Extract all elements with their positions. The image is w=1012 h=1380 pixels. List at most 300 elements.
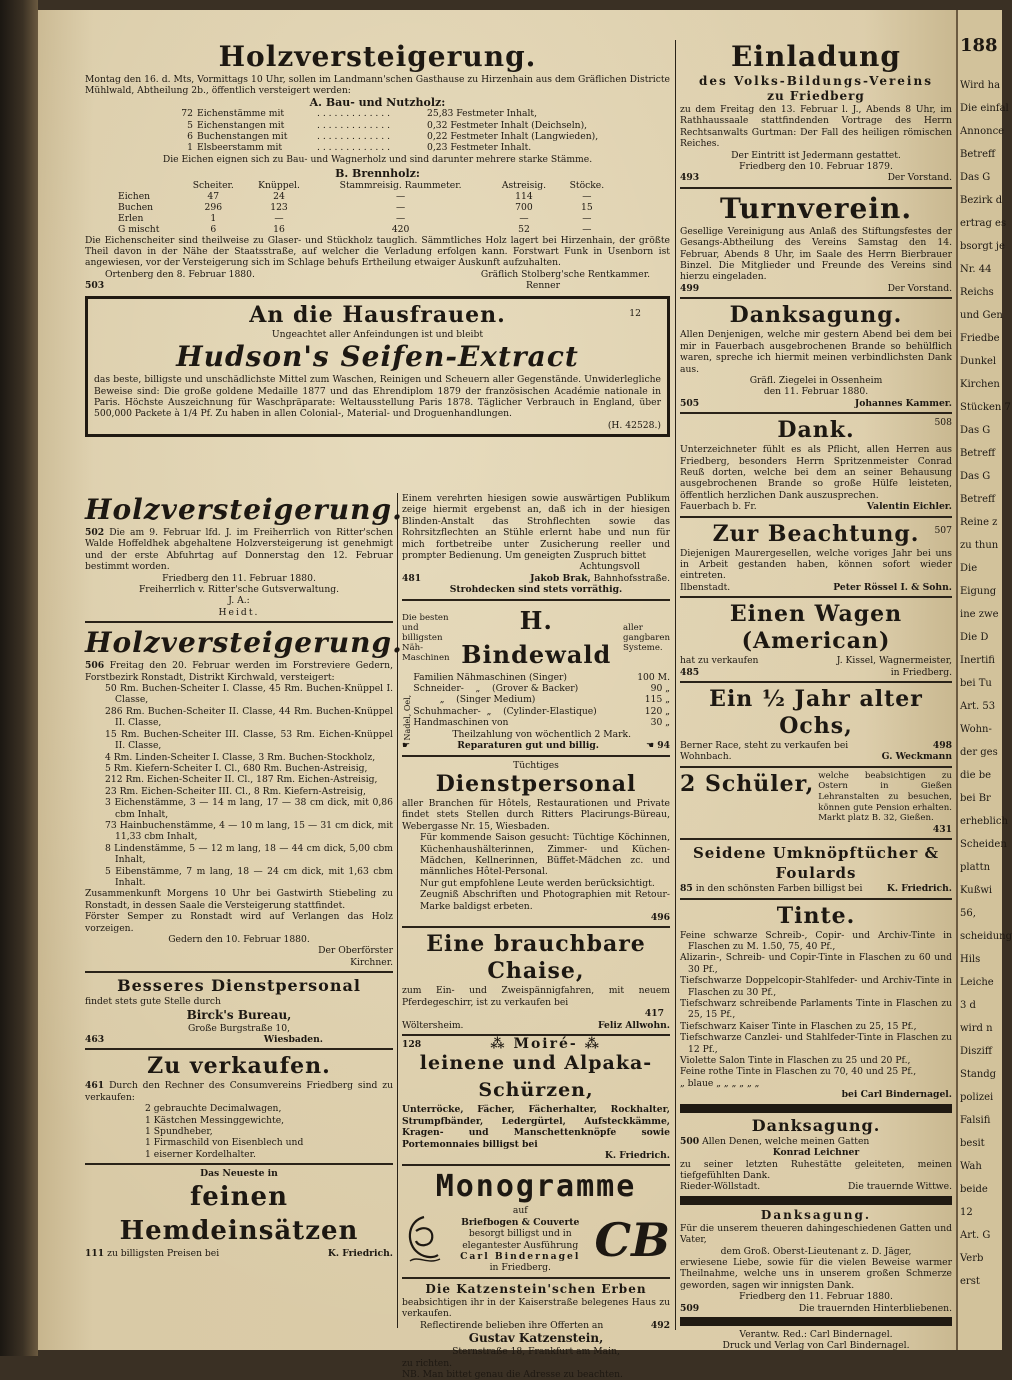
ad-text: hat zu verkaufen	[680, 655, 759, 667]
item-label: Eichenstämme mit	[197, 108, 285, 120]
ad-holzversteigerung-3	[85, 626, 403, 968]
ad-footer: Reparaturen gut und billig.	[457, 740, 599, 752]
next-page-fragment: und Gen	[960, 310, 1003, 321]
ad-number: 463	[85, 1034, 105, 1046]
ad-number: 85	[680, 883, 693, 895]
next-page-edge	[956, 10, 1012, 1350]
list-item: Feine rothe Tinte in Flaschen zu 70, 40 und 25 Pf.,	[680, 1066, 917, 1078]
price-value: 90 „	[650, 683, 670, 695]
item-qty: 1	[187, 142, 193, 154]
ad-place: Rieder-Wöllstadt.	[680, 1181, 761, 1193]
next-page-fragment: Das G	[960, 425, 991, 436]
ad-number: 492	[650, 1319, 670, 1331]
ad-besseres-dienstpersonal	[85, 976, 393, 1045]
price-row	[413, 683, 670, 694]
next-page-fragment: ine zwe	[960, 609, 999, 620]
table-cell: Eichen	[118, 190, 151, 202]
ad-signer: J. A.:	[228, 595, 250, 607]
next-page-fragment: besit	[960, 1138, 985, 1149]
list-item: Tiefschwarze Doppelcopir-Stahlfeder- und Archiv-Tinte in Flaschen zu 30 Pf.,	[680, 975, 952, 998]
ad-schueler	[680, 771, 952, 824]
ad-text: zu seiner letzten Ruhestätte geleiteten, meinen tiefgefühlten Dank.	[680, 1158, 952, 1181]
next-page-fragment: Bezirk d	[960, 195, 1003, 206]
ad-text: welche beabsichtigen zu Ostern in Gießen Lehranstalten zu besuchen, können gute Pension erhalten. Markt platz B. 32, Gießen.	[818, 770, 952, 824]
ad-dank-2	[680, 417, 952, 512]
next-page-fragment: 56,	[960, 908, 976, 919]
next-page-fragment: Betreff	[960, 494, 996, 505]
ad-number: 505	[680, 397, 700, 409]
table-cell: Buchen	[118, 201, 154, 213]
item-qty: 5	[187, 119, 193, 131]
list-item: 50 Rm. Buchen-Scheiter I. Classe, 45 Rm. Buchen-Knüppel I. Classe,	[105, 683, 393, 706]
list-item: 5 Eibenstämme, 7 m lang, 18 — 24 cm dick, mit 1,63 cbm Inhalt.	[105, 865, 393, 888]
list-item: Feine schwarze Schreib-, Copir- und Archiv-Tinte in Flaschen zu M. 1.50, 75, 40 Pf.,	[680, 929, 952, 952]
ad-place: in Friedberg.	[489, 1262, 551, 1274]
ad-number: 417	[644, 1008, 664, 1020]
page-number-fragment: 188	[960, 35, 998, 56]
ad-number: 94	[657, 740, 670, 752]
timber-list	[85, 108, 670, 154]
ad-signer: Peter Rössel I. & Sohn.	[833, 581, 952, 593]
ad-signer: Birck's Bureau,	[186, 1007, 292, 1022]
next-page-fragment: Leiche	[960, 977, 994, 988]
next-page-fragment: Annonce	[960, 126, 1005, 137]
list-item: 3 Eichenstämme, 3 — 14 m lang, 17 — 38 cm dick, mit 0,86 cbm Inhalt,	[105, 797, 393, 820]
ad-wagen	[680, 601, 952, 678]
ad-title: H. Bindewald	[461, 605, 612, 669]
ad-number: 499	[680, 282, 700, 294]
list-item: 2 gebrauchte Decimalwagen,	[145, 1103, 282, 1115]
next-page-fragment: Eigung	[960, 586, 997, 597]
ad-text: aller gangbaren Systeme.	[622, 622, 670, 653]
ad-date: Gedern den 10. Februar 1880.	[168, 934, 310, 945]
ad-number: 12	[629, 307, 641, 319]
next-page-fragment: ertrag es	[960, 218, 1007, 229]
column-header: Knüppel.	[258, 179, 300, 191]
ad-holzversteigerung-2	[85, 493, 403, 618]
ad-signer: Der Oberförster	[318, 945, 393, 957]
price-label: Schneider- „ (Grover & Backer)	[413, 683, 579, 695]
ad-side-text: Nadel, Oel,	[403, 694, 412, 741]
ad-text: erwiesene Liebe, sowie für die vielen Beweise warmer Theilnahme, welche uns in unserem großen Schmerze geworden, sagen wir innigsten Dank.	[680, 1256, 952, 1291]
next-page-fragment: Betreff	[960, 149, 996, 160]
next-page-fragment: erst	[960, 1276, 980, 1287]
ad-signer: J. Kissel, Wagnermeister,	[836, 655, 952, 667]
next-page-fragment: Hils	[960, 954, 981, 965]
ad-signer: Der Vorstand.	[887, 282, 952, 294]
next-page-fragment: Verb	[960, 1253, 984, 1264]
ad-text: Unterzeichneter fühlt es als Pflicht, allen Herren aus Friedberg, besonders Herrn Spritzenmeister Conrad Reuß dorten, welche bei dem an seiner Behausung ausgebrochenen Brande so große Hülfe leisteten, öffentlich herzlichen Dank auszusprechen.	[680, 444, 952, 501]
ad-text: Allen Denjenigen, welche mir gestern Abend bei dem bei mir in Fauerbach ausgebrochenen Brande so behülflich waren, spreche ich hiermit meinen verbindlichsten Dank aus.	[680, 329, 952, 375]
list-item: Tiefschwarze Canzlei- und Stahlfeder-Tinte in Flaschen zu 12 Pf.,	[680, 1032, 952, 1055]
ad-closing: Achtungsvoll	[579, 561, 640, 573]
ad-tuechtiges-dienstpersonal	[402, 760, 670, 924]
table-cell: 47	[207, 190, 220, 202]
imprint-publisher: Druck und Verlag von Carl Bindernagel.	[722, 1340, 910, 1352]
ad-subtitle: zu Friedberg	[767, 89, 865, 103]
table-row	[115, 224, 615, 235]
next-page-fragment: Scheiden	[960, 839, 1007, 850]
ad-chaise	[402, 931, 670, 1031]
ad-holzversteigerung-1	[85, 40, 670, 441]
item-qty: 6	[187, 131, 193, 143]
ad-number: 502	[85, 527, 105, 538]
column-header	[115, 180, 181, 191]
ad-date: Ortenberg den 8. Februar 1880.	[105, 268, 255, 280]
next-page-fragment: der ges	[960, 747, 998, 758]
ad-title: Einen Wagen (American)	[729, 601, 903, 655]
ad-hudson	[85, 296, 670, 437]
next-page-fragment: Das G	[960, 471, 991, 482]
ad-moire-schuerzen	[402, 1036, 670, 1162]
ad-signer: Gräflich Stolberg'sche Rentkammer.	[480, 268, 650, 280]
imprint	[680, 1329, 952, 1352]
middle-column	[402, 493, 670, 1380]
ad-number: 111	[85, 1247, 105, 1259]
table-cell: —	[396, 190, 406, 202]
ad-text: Allen Denen, welche meinen Gatten	[702, 1135, 870, 1147]
ad-title: feinen Hemdeinsätzen	[119, 1181, 359, 1246]
ad-title: Seidene Umknöpftücher & Foulards	[692, 844, 940, 883]
ad-title: Die Katzenstein'schen Erben	[425, 1281, 647, 1296]
price-label: Familien Nähmaschinen (Singer)	[413, 671, 567, 683]
ad-text: Ungeachtet aller Anfeindungen ist und bleibt	[271, 328, 484, 340]
next-page-fragment: Kirchen	[960, 379, 1000, 390]
next-page-fragment: Kußwi	[960, 885, 993, 896]
ad-text: beabsichtigen ihr in der Kaiserstraße belegenes Haus zu verkaufen.	[402, 1296, 670, 1320]
table-cell: 52	[518, 223, 530, 235]
table-cell: 420	[391, 223, 410, 235]
price-value: 115 „	[644, 694, 670, 706]
table-header-row	[115, 180, 615, 191]
ad-code: (H. 42528.)	[607, 419, 661, 431]
table-cell: —	[274, 212, 284, 224]
price-label: „ (Singer Medium)	[413, 694, 536, 706]
hand-pointer-icon: ☛	[402, 740, 411, 752]
ad-signer: Die trauernden Hinterbliebenen.	[798, 1302, 952, 1314]
ad-seide	[680, 843, 952, 894]
ad-pretitle: Moiré-	[513, 1036, 578, 1052]
list-item: 286 Rm. Buchen-Scheiter II. Classe, 44 Rm. Buchen-Knüppel II. Classe,	[105, 705, 393, 729]
ad-signer: G. Weckmann	[881, 751, 952, 763]
next-page-fragment: Inertifi	[960, 655, 995, 666]
section-heading: B. Brennholz:	[335, 167, 420, 181]
ad-signer: Valentin Eichler.	[866, 501, 952, 513]
next-page-fragment: Wah	[960, 1161, 982, 1172]
next-page-fragment: Stücken 7	[960, 402, 1011, 413]
ad-tinte	[680, 903, 952, 1101]
ad-number: 500	[680, 1135, 700, 1147]
ad-text: Die Eichenscheiter sind theilweise zu Glaser- und Stückholz tauglich. Sämmtliches Holz lagert bei Hirzenhain, der größte Theil davon in der Nähe der Staatsstraße, auf welcher die Verladung erfolgen kann. Forstwart Funk in Usenborn ist angewiesen, vor der Versteigerung sich im Schlage behufs Ertheilung etwaiger Auskunft aufzuhalten.	[85, 234, 670, 269]
list-item: 8 Lindenstämme, 5 — 12 m lang, 18 — 44 cm dick, 5,00 cbm Inhalt,	[105, 842, 393, 866]
ad-number: 493	[680, 172, 700, 184]
ad-place: Ilbenstadt.	[680, 581, 731, 593]
next-page-fragment: Reine z	[960, 517, 998, 528]
ad-place: in Friedberg.	[890, 666, 952, 678]
firewood-table	[115, 180, 615, 235]
table-cell: 123	[270, 201, 288, 213]
price-row	[413, 717, 670, 728]
list-item: Tiefschwarz Kaiser Tinte in Flaschen zu 25, 15 Pf.,	[680, 1020, 917, 1032]
next-page-fragment: Nr. 44	[960, 264, 992, 275]
table-cell: —	[396, 201, 406, 213]
ad-text: Freitag den 20. Februar werden im Forstreviere Gedern, Forstbezirk Ronstadt, Distrikt Kirchwald, versteigert:	[85, 660, 393, 683]
ad-text: das beste, billigste und unschädlichste Mittel zum Waschen, Reinigen und Scheuern aller Gegenstände. Unwiderlegliche Beweise sind: Die große goldene Medaille 1877 und das Ehrendiplom 1879 der französischen Académie nationale in Paris. Höchste Auszeichnung für Waschpräparate: Weltausstellung Paris 1878. Täglicher Verbrauch in England, über 500,000 Packete à 1/4 Pf. Zu haben in allen Colonial-, Material- und Droguenhandlungen.	[94, 374, 661, 420]
leader-dots: . . . . . . . . . . . . .	[317, 119, 391, 131]
ad-place: Wohnbach.	[680, 751, 732, 763]
ad-text: Die Eichen eignen sich zu Bau- und Wagnerholz und sind darunter mehrere starke Stämme.	[162, 153, 593, 165]
ad-signer: Carl Bindernagel	[460, 1251, 581, 1263]
ad-number: 507	[934, 524, 952, 536]
table-cell: 16	[273, 223, 285, 235]
table-cell: 296	[204, 201, 223, 213]
ad-title: Monogramme	[435, 1169, 637, 1205]
ad-zu-verkaufen	[85, 1053, 393, 1160]
ad-subtitle: des Volks-Bildungs-Vereins	[699, 74, 933, 88]
ad-text: Unterröcke, Fächer, Fächerhalter, Rockhalter, Strumpfbänder, Ledergürtel, Aufsteckkämme, Kragen- und Manschettenknöpfe sowie Portemonnaies billigst bei	[402, 1104, 670, 1150]
next-page-fragment: zu thun	[960, 540, 999, 551]
monogram-logo: CB	[594, 1212, 670, 1267]
list-item: 1 Kästchen Messinggewichte,	[145, 1114, 285, 1126]
list-item: „ blaue „ „ „ „ „ „	[680, 1077, 760, 1089]
column-header: Stöcke.	[569, 179, 605, 191]
ad-title: Zur Beachtung.	[712, 520, 920, 547]
ad-danksagung-1	[680, 302, 952, 409]
next-page-fragment: Betreff	[960, 448, 996, 459]
leader-dots: . . . . . . . . . . . . .	[317, 108, 391, 120]
item-value: 25,83 Festmeter Inhalt,	[427, 108, 538, 120]
ad-signer: bei Carl Bindernagel.	[841, 1089, 952, 1101]
ad-number: 506	[85, 660, 105, 672]
next-page-fragment: Wohn-	[960, 724, 992, 735]
ad-signer: Der Vorstand.	[887, 172, 952, 184]
book-binding	[0, 0, 38, 1356]
next-page-fragment: wird n	[960, 1023, 993, 1034]
ad-text: findet stets gute Stelle durch	[85, 996, 221, 1008]
ad-bindewald	[402, 604, 670, 752]
ad-address: Sternstraße 18, Frankfurt am Main,	[452, 1346, 620, 1358]
column-header: Stammreisig. Raummeter.	[339, 179, 462, 191]
list-item: 23 Rm. Eichen-Scheiter III. Cl., 8 Rm. Kiefern-Astreisig,	[105, 785, 366, 797]
ad-number: 509	[680, 1302, 700, 1314]
table-cell: 114	[515, 190, 533, 202]
ad-number: 128	[402, 1039, 422, 1050]
timber-item	[175, 131, 670, 142]
next-page-fragment: Die einfal	[960, 103, 1009, 114]
leader-dots: . . . . . . . . . . . . .	[317, 131, 391, 143]
ad-title: Einladung	[731, 40, 901, 73]
ad-number: 485	[680, 666, 700, 678]
ad-signer: Johannes Kammer.	[854, 397, 952, 409]
table-row	[115, 202, 615, 213]
ad-hemdeinsaetze	[85, 1168, 393, 1259]
ad-text: zu dem Freitag den 13. Februar l. J., Abends 8 Uhr, im Rathhaussaale stattfindenden Vortrage des Herrn Rechtsanwalts Gurtman: Der Fall des heiligen römischen Reiches.	[680, 104, 952, 150]
section-heading: A. Bau- und Nutzholz:	[309, 95, 446, 109]
price-label: Schuhmacher- „ (Cylinder-Elastique)	[413, 705, 597, 717]
left-column	[85, 493, 403, 1259]
list-item: 73 Hainbuchenstämme, 4 — 10 m lang, 15 — 31 cm dick, mit 11,33 cbm Inhalt,	[105, 819, 393, 843]
next-page-fragment: bei Br	[960, 793, 991, 804]
next-page-fragment: beide	[960, 1184, 988, 1195]
ad-number: 498	[932, 740, 952, 751]
ad-signer: Renner	[525, 280, 560, 292]
next-page-fragment: Disziff	[960, 1046, 992, 1057]
table-cell: 15	[581, 201, 593, 213]
ad-text: Einem verehrten hiesigen sowie auswärtigen Publikum zeige hiermit ergebenst an, daß ich in der hiesigen Blinden-Anstalt das Strohflechten sowie das Rohrsitzflechten an Stühle erlernt habe und nun für mich fortbetreibe unter Zusicherung reeller und prompter Bedienung. Um geneigten Zuspruch bittet	[402, 493, 670, 562]
ad-text: Nur gut empfohlene Leute werden berücksichtigt.	[420, 877, 655, 889]
table-cell: 24	[273, 190, 285, 202]
ad-place: Gräfl. Ziegelei in Ossenheim	[749, 374, 883, 386]
ad-footer: Strohdecken sind stets vorräthig.	[449, 584, 623, 596]
column-header: Scheiter.	[192, 179, 234, 191]
ad-date: Friedberg den 11. Februar 1880.	[162, 572, 316, 584]
ad-katzenstein	[402, 1282, 670, 1380]
ad-pretitle: Tüchtiges	[513, 759, 559, 771]
ad-text: Reflectirende belieben ihre Offerten an	[420, 1319, 604, 1331]
ad-signer: Freiherrlich v. Ritter'sche Gutsverwaltung.	[138, 584, 340, 596]
ad-text: Zusammenkunft Morgens 10 Uhr bei Gastwirth Stiebeling zu Ronstadt, in dessen Saale die Versteigerung stattfindet.	[85, 888, 393, 911]
ad-number: 508	[934, 417, 952, 429]
list-item: 212 Rm. Eichen-Scheiter II. Cl., 187 Rm. Eichen-Astreisig,	[105, 774, 378, 786]
ad-danksagung-4	[680, 1208, 952, 1314]
ad-text: Diejenigen Maurergesellen, welche voriges Jahr bei uns in Arbeit gestanden haben, können sofort wieder eintreten.	[680, 547, 952, 582]
table-cell: —	[519, 212, 529, 224]
ad-text: Zeugniß Abschriften und Photographien mit Retour-Marke baldigst erbeten.	[420, 889, 670, 912]
table-row	[115, 213, 615, 224]
ad-text: auf	[512, 1205, 528, 1217]
timber-item	[175, 120, 670, 131]
ad-turnverein	[680, 192, 952, 294]
ad-number: 461	[85, 1080, 105, 1092]
table-cell: 6	[210, 223, 217, 235]
ad-number: 496	[650, 911, 670, 923]
next-page-fragment: Dunkel	[960, 356, 997, 367]
ad-title: Holzversteigerung.	[218, 40, 537, 73]
ad-text: Die besten und billigsten Näh-Maschinen	[402, 612, 450, 663]
ad-title: Danksagung.	[760, 1207, 872, 1222]
ad-signer: Feliz Allwohn.	[598, 1019, 670, 1031]
ad-text: in den schönsten Farben billigst bei	[695, 883, 863, 895]
price-value: 100 M.	[637, 671, 670, 683]
ad-text: aller Branchen für Hôtels, Restaurationen und Private findet stets Stellen durch Ritters Placirungs-Büreau, Webergasse Nr. 15, Wiesbaden.	[402, 797, 670, 832]
ad-text: Für kommende Saison gesucht: Tüchtige Köchinnen, Küchenhaushälterinnen, Zimmer- und Küchen-Mädchen, Kellnerinnen, Büffet-Mädchen zc. und männliches Hôtel-Personal.	[420, 832, 670, 878]
ad-note: NB. Man bittet genau die Adresse zu beachten.	[402, 1368, 623, 1380]
ad-title: Danksagung.	[729, 302, 903, 329]
next-page-fragment: Standg	[960, 1069, 997, 1080]
product-name: Hudson's Seifen-Extract	[176, 340, 579, 374]
ad-signer: Jakob Brak,	[530, 572, 591, 584]
item-qty: 72	[181, 108, 193, 120]
next-page-fragment: 3 d	[960, 1000, 976, 1011]
ad-text: Für die unserem theueren dahingeschiedenen Gatten und Vater,	[680, 1222, 952, 1246]
item-label: Buchenstangen mit	[197, 131, 288, 143]
price-row	[413, 706, 670, 717]
list-item: Tiefschwarz schreibende Parlaments Tinte in Flaschen zu 25, 15 Pf.,	[680, 998, 952, 1021]
ad-monogramme	[402, 1169, 670, 1273]
ad-einladung	[680, 40, 952, 184]
ad-place: Fauerbach b. Fr.	[680, 501, 757, 513]
ad-date: den 11. Februar 1880.	[763, 386, 869, 398]
list-item: 1 eiserner Kordelhalter.	[145, 1148, 256, 1160]
next-page-fragment: bei Tu	[960, 678, 992, 689]
next-page-fragment: Reichs	[960, 287, 994, 298]
ad-signer: K. Friedrich.	[327, 1247, 393, 1259]
ad-title: Dank.	[777, 417, 855, 444]
ad-text: Durch den Rechner des Consumvereins Friedberg sind zu verkaufen:	[85, 1080, 393, 1103]
list-item: Alizarin-, Schreib- und Copir-Tinte in Flaschen zu 60 und 30 Pf.,	[680, 952, 952, 975]
ad-beachtung	[680, 521, 952, 594]
item-label: Elsbeerstamm mit	[197, 142, 283, 154]
ad-signer: Die trauernde Wittwe.	[848, 1181, 952, 1193]
item-label: Eichenstangen mit	[197, 119, 285, 131]
ad-signer: Kirchner.	[350, 956, 393, 968]
ad-place: Wiesbaden.	[263, 1034, 323, 1046]
deceased-name: Konrad Leichner	[772, 1147, 860, 1159]
ad-title: An die Hausfrauen.	[249, 301, 506, 328]
ad-text: Der Eintritt ist Jedermann gestattet.	[731, 149, 901, 161]
list-item: 5 Rm. Kiefern-Scheiter I. Cl., 680 Rm. Buchen-Astreisig,	[105, 762, 368, 774]
ad-signer: Gustav Katzenstein,	[468, 1331, 604, 1346]
ornament-left-icon: ⁂	[490, 1036, 507, 1052]
ad-title: Holzversteigerung.	[85, 626, 403, 660]
ad-title: leinene und Alpaka-Schürzen,	[419, 1052, 653, 1102]
ad-title: Dienstpersonal	[435, 770, 637, 797]
timber-item	[175, 108, 670, 119]
ad-date: Friedberg den 10. Februar 1879.	[739, 161, 893, 173]
table-cell: —	[582, 190, 592, 202]
next-page-fragment: Friedbe	[960, 333, 1000, 344]
next-page-fragment: bsorgt je	[960, 241, 1005, 252]
ad-text: Briefbogen & Couverte	[461, 1216, 580, 1228]
table-cell: —	[582, 223, 592, 235]
ad-text: Theilzahlung von wöchentlich 2 Mark.	[452, 728, 632, 740]
list-item: 1 Spundheber,	[145, 1126, 213, 1138]
ad-text: Förster Semper zu Ronstadt wird auf Verlangen das Holz vorzeigen.	[85, 911, 393, 934]
ad-text: Gesellige Vereinigung aus Anlaß des Stiftungsfestes der Gesangs-Abtheilung des Vereins Samstag den 14. Februar, Abends 8 Uhr, im Saale des Herrn Bierbrauer Binzel. Die Mitglieder und Freunde des Vereins sind hierzu eingeladen.	[680, 225, 952, 283]
ad-text: zum Ein- und Zweispännigfahren, mit neuem Pferdegeschirr, ist zu verkaufen bei	[402, 985, 670, 1008]
right-column	[675, 40, 952, 1352]
ad-title: Danksagung.	[751, 1115, 881, 1135]
ad-title: Eine brauchbare Chaise,	[426, 931, 646, 985]
next-page-fragment: 12	[960, 1207, 973, 1218]
ad-text: Montag den 16. d. Mts, Vormittags 10 Uhr, sollen im Landmann'schen Gasthause zu Hirzenhain aus dem Gräflichen Districte Mühlwald, Abtheilung 2b., öffentlich versteigert werden:	[85, 74, 670, 97]
ad-danksagung-3	[680, 1116, 952, 1193]
timber-item	[175, 142, 670, 153]
ad-title: 2 Schüler,	[680, 770, 815, 797]
list-item: 4 Rm. Linden-Scheiter I. Classe, 3 Rm. Buchen-Stockholz,	[105, 751, 376, 763]
next-page-fragment: Art. 53	[960, 701, 996, 712]
table-cell: Erlen	[118, 212, 144, 224]
ad-strohflechten	[402, 493, 670, 596]
ad-ochs	[680, 686, 952, 763]
next-page-fragment: scheidung	[960, 931, 1012, 942]
ad-signer: K. Friedrich.	[604, 1150, 670, 1162]
table-cell: 700	[515, 201, 533, 213]
next-page-fragment: Falsifi	[960, 1115, 991, 1126]
ad-address: Bahnhofsstraße.	[593, 572, 670, 584]
next-page-fragment: Die D	[960, 632, 989, 643]
ad-title: Zu verkaufen.	[147, 1053, 331, 1080]
ad-title: Holzversteigerung.	[85, 493, 403, 526]
leader-dots: . . . . . . . . . . . . .	[317, 142, 391, 154]
item-value: 0,22 Festmeter Inhalt (Langwieden),	[427, 131, 599, 143]
monogram-ornament-icon	[402, 1211, 446, 1269]
ornament-right-icon: ⁂	[584, 1036, 601, 1052]
ad-address: Große Burgstraße 10,	[187, 1022, 291, 1034]
table-cell: G mischt	[118, 223, 160, 235]
price-row	[413, 694, 670, 705]
item-value: 0,32 Festmeter Inhalt (Deichseln),	[427, 119, 588, 131]
